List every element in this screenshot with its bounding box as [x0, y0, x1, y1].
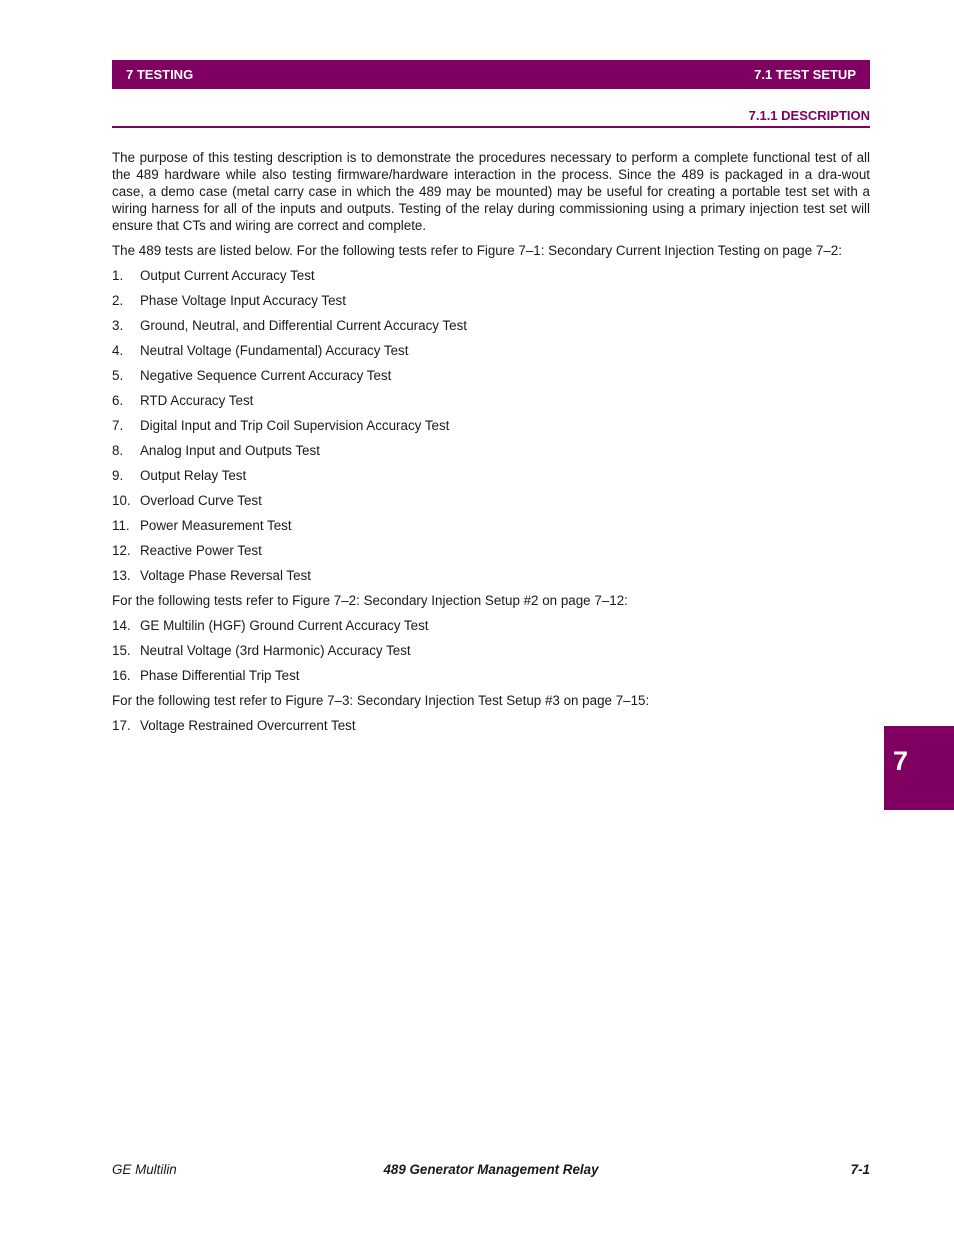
list-item-text: Overload Curve Test — [140, 493, 262, 508]
chapter-tab: 7 — [884, 726, 954, 810]
list-item-number: 14. — [112, 618, 131, 633]
list-item — [112, 417, 870, 442]
list-item-text: GE Multilin (HGF) Ground Current Accuracy Test — [140, 618, 429, 633]
list-item — [112, 667, 870, 692]
list-item-number: 6. — [112, 393, 124, 408]
group2-intro: For the following tests refer to Figure 7–2: Secondary Injection Setup #2 on page 7–12: — [112, 593, 628, 608]
chapter-header-bar — [112, 60, 870, 89]
list-item-text: Output Relay Test — [140, 468, 247, 483]
list-item — [112, 467, 870, 492]
intro-paragraph: The purpose of this testing description is to demonstrate the procedures necessary to perform a complete functional test of all the 489 hardware while also testing firmware/hardware interaction in the process. Since the 489 is packaged in a dra-wout case, a demo case (metal carry case in which the 489 may be mounted) may be useful for creating a portable test set with a wiring harness for all of the inputs and outputs. Testing of the relay during commissioning using a primary injection test set will ensure that CTs and wiring are correct and complete. — [112, 150, 870, 233]
list-item — [112, 517, 870, 542]
list-item-text: Reactive Power Test — [140, 543, 262, 558]
list-item-number: 8. — [112, 443, 124, 458]
section-title: 7.1.1 DESCRIPTION — [748, 108, 870, 123]
list-item-text: Voltage Phase Reversal Test — [140, 568, 311, 583]
list-item-number: 9. — [112, 468, 124, 483]
page-content — [112, 149, 870, 742]
group3-intro: For the following test refer to Figure 7–3: Secondary Injection Test Setup #3 on page 7–15: — [112, 693, 650, 708]
list-item-text: Neutral Voltage (3rd Harmonic) Accuracy Test — [140, 643, 411, 658]
list-intro: The 489 tests are listed below. For the following tests refer to Figure 7–1: Secondary Current Injection Testing on page 7–2: — [112, 243, 842, 258]
chapter-label: 7 TESTING — [126, 67, 194, 82]
list-item — [112, 567, 870, 592]
footer-page-number: 7-1 — [850, 1162, 870, 1177]
list-item-text: Digital Input and Trip Coil Supervision Accuracy Test — [140, 418, 450, 433]
list-item-text: Phase Differential Trip Test — [140, 668, 300, 683]
list-item — [112, 267, 870, 292]
list-item-number: 17. — [112, 718, 131, 733]
list-item — [112, 367, 870, 392]
test-list-group-1 — [112, 267, 870, 592]
list-item-text: Voltage Restrained Overcurrent Test — [140, 718, 356, 733]
list-item-text: Analog Input and Outputs Test — [140, 443, 320, 458]
list-item — [112, 392, 870, 417]
section-divider — [112, 126, 870, 128]
list-item-number: 10. — [112, 493, 131, 508]
list-item — [112, 317, 870, 342]
list-item — [112, 542, 870, 567]
list-item-text: Output Current Accuracy Test — [140, 268, 315, 283]
list-item-text: Ground, Neutral, and Differential Current Accuracy Test — [140, 318, 467, 333]
list-item — [112, 642, 870, 667]
footer-company: GE Multilin — [112, 1162, 177, 1177]
list-item-number: 2. — [112, 293, 124, 308]
list-item — [112, 342, 870, 367]
list-item — [112, 442, 870, 467]
list-item-number: 12. — [112, 543, 131, 558]
list-item — [112, 292, 870, 317]
list-item-text: RTD Accuracy Test — [140, 393, 254, 408]
list-item-number: 13. — [112, 568, 131, 583]
list-item-number: 7. — [112, 418, 124, 433]
list-item-text: Power Measurement Test — [140, 518, 292, 533]
list-item-number: 15. — [112, 643, 131, 658]
list-item-text: Negative Sequence Current Accuracy Test — [140, 368, 392, 383]
list-item-number: 3. — [112, 318, 124, 333]
list-item-text: Neutral Voltage (Fundamental) Accuracy Test — [140, 343, 409, 358]
test-list-group-2 — [112, 617, 870, 692]
list-item — [112, 717, 870, 742]
list-item-number: 16. — [112, 668, 131, 683]
list-item — [112, 617, 870, 642]
list-item-number: 11. — [112, 518, 130, 533]
list-item-number: 1. — [112, 268, 124, 283]
section-label: 7.1 TEST SETUP — [754, 67, 856, 82]
list-item-number: 4. — [112, 343, 124, 358]
test-list-group-3 — [112, 717, 870, 742]
list-item-number: 5. — [112, 368, 124, 383]
list-item-text: Phase Voltage Input Accuracy Test — [140, 293, 346, 308]
list-item — [112, 492, 870, 517]
footer-product: 489 Generator Management Relay — [383, 1162, 599, 1177]
